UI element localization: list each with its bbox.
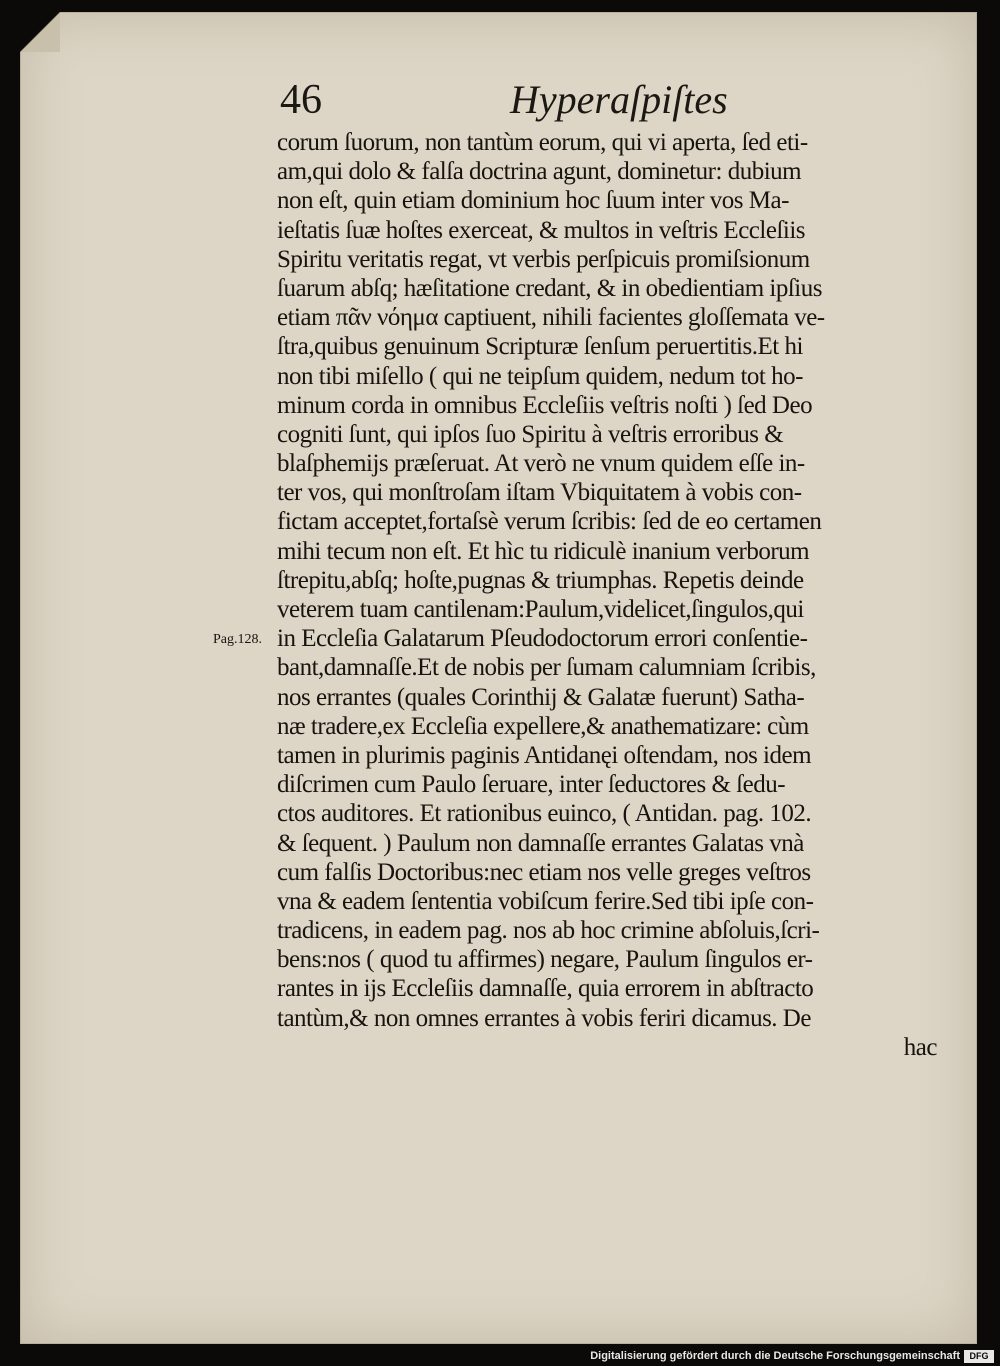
text-line: Spiritu veritatis regat, vt verbis perſpicuis promiſsionum <box>277 245 810 273</box>
text-line: cogniti ſunt, qui ipſos ſuo Spiritu à veſtris erroribus & <box>277 420 784 448</box>
text-line: ieſtatis ſuæ hoſtes exerceat, & multos in veſtris Eccleſiis <box>277 216 806 244</box>
margin-note: Pag.128. <box>213 632 262 647</box>
text-line: non tibi miſello ( qui ne teipſum quidem, nedum tot ho- <box>277 362 803 390</box>
text-line: tradicens, in eadem pag. nos ab hoc crimine abſoluis,ſcri- <box>277 917 820 945</box>
text-line: bant,damnaſſe.Et de nobis per ſumam calumniam ſcribis, <box>277 654 816 682</box>
text-line: ſtrepitu,abſq; hoſte,pugnas & triumphas. Repetis deinde <box>277 566 804 594</box>
text-line: nos errantes (quales Corinthij & Galatæ fuerunt) Satha- <box>277 683 805 711</box>
catchword: hac <box>903 1033 937 1061</box>
text-line: & ſequent. ) Paulum non damnaſſe errantes Galatas vnà <box>277 829 804 857</box>
text-line: rantes in ijs Eccleſiis damnaſſe, quia errorem in abſtracto <box>277 975 814 1003</box>
page-header <box>280 76 940 126</box>
page-number: 46 <box>280 77 322 123</box>
text-line: ſtra,quibus genuinum Scripturæ ſenſum peruertitis.Et hi <box>277 333 803 361</box>
text-line: blaſphemijs præſeruat. At verò ne vnum quidem eſſe in- <box>277 450 805 478</box>
text-line: minum corda in omnibus Eccleſiis veſtris noſti ) ſed Deo <box>277 391 813 419</box>
text-line: veterem tuam cantilenam:Paulum,videlicet,ſingulos,qui <box>277 596 804 623</box>
text-line: bens:nos ( quod tu affirmes) negare, Paulum ſingulos er- <box>277 946 813 974</box>
text-line: fictam acceptet,fortaſsè verum ſcribis: ſed de eo certamen <box>277 508 822 536</box>
text-line: ter vos, qui monſtroſam iſtam Vbiquitatem à vobis con- <box>277 479 802 507</box>
text-line: tamen in plurimis paginis Antidanęi oſtendam, nos idem <box>277 741 812 769</box>
body-text <box>277 128 937 1062</box>
text-line: etiam πᾶν νόημα captiuent, nihili facientes gloſſemata ve- <box>277 304 825 332</box>
text-line: diſcrimen cum Paulo ſeruare, inter ſeductores & ſedu- <box>277 771 786 799</box>
text-line: ſuarum abſq; hæſitatione credant, & in obedientiam ipſius <box>277 274 822 302</box>
dfg-logo-icon: DFG <box>964 1350 994 1363</box>
footer-credit: Digitalisierung gefördert durch die Deutsche Forschungsgemeinschaft <box>590 1350 960 1362</box>
text-line: am,qui dolo & falſa doctrina agunt, dominetur: dubium <box>277 158 802 186</box>
text-line: mihi tecum non eſt. Et hìc tu ridiculè inanium verborum <box>277 537 810 565</box>
text-line: corum ſuorum, non tantùm eorum, qui vi aperta, ſed eti- <box>277 129 808 156</box>
text-line: non eſt, quin etiam dominium hoc ſuum inter vos Ma- <box>277 187 789 215</box>
running-title: Hyperaſpiſtes <box>510 77 728 122</box>
text-line: tantùm,& non omnes errantes à vobis feriri dicamus. De <box>277 1004 811 1032</box>
text-line: cum falſis Doctoribus:nec etiam nos velle greges veſtros <box>277 858 811 886</box>
text-line: ctos auditores. Et rationibus euinco, ( Antidan. pag. 102. <box>277 800 812 828</box>
folded-corner <box>20 12 60 52</box>
text-line: næ tradere,ex Eccleſia expellere,& anathematizare: cùm <box>277 712 809 740</box>
text-line: vna & eadem ſententia vobiſcum ferire.Sed tibi ipſe con- <box>277 887 814 915</box>
text-line: in Eccleſia Galatarum Pſeudodoctorum errori conſentie- <box>277 625 808 653</box>
